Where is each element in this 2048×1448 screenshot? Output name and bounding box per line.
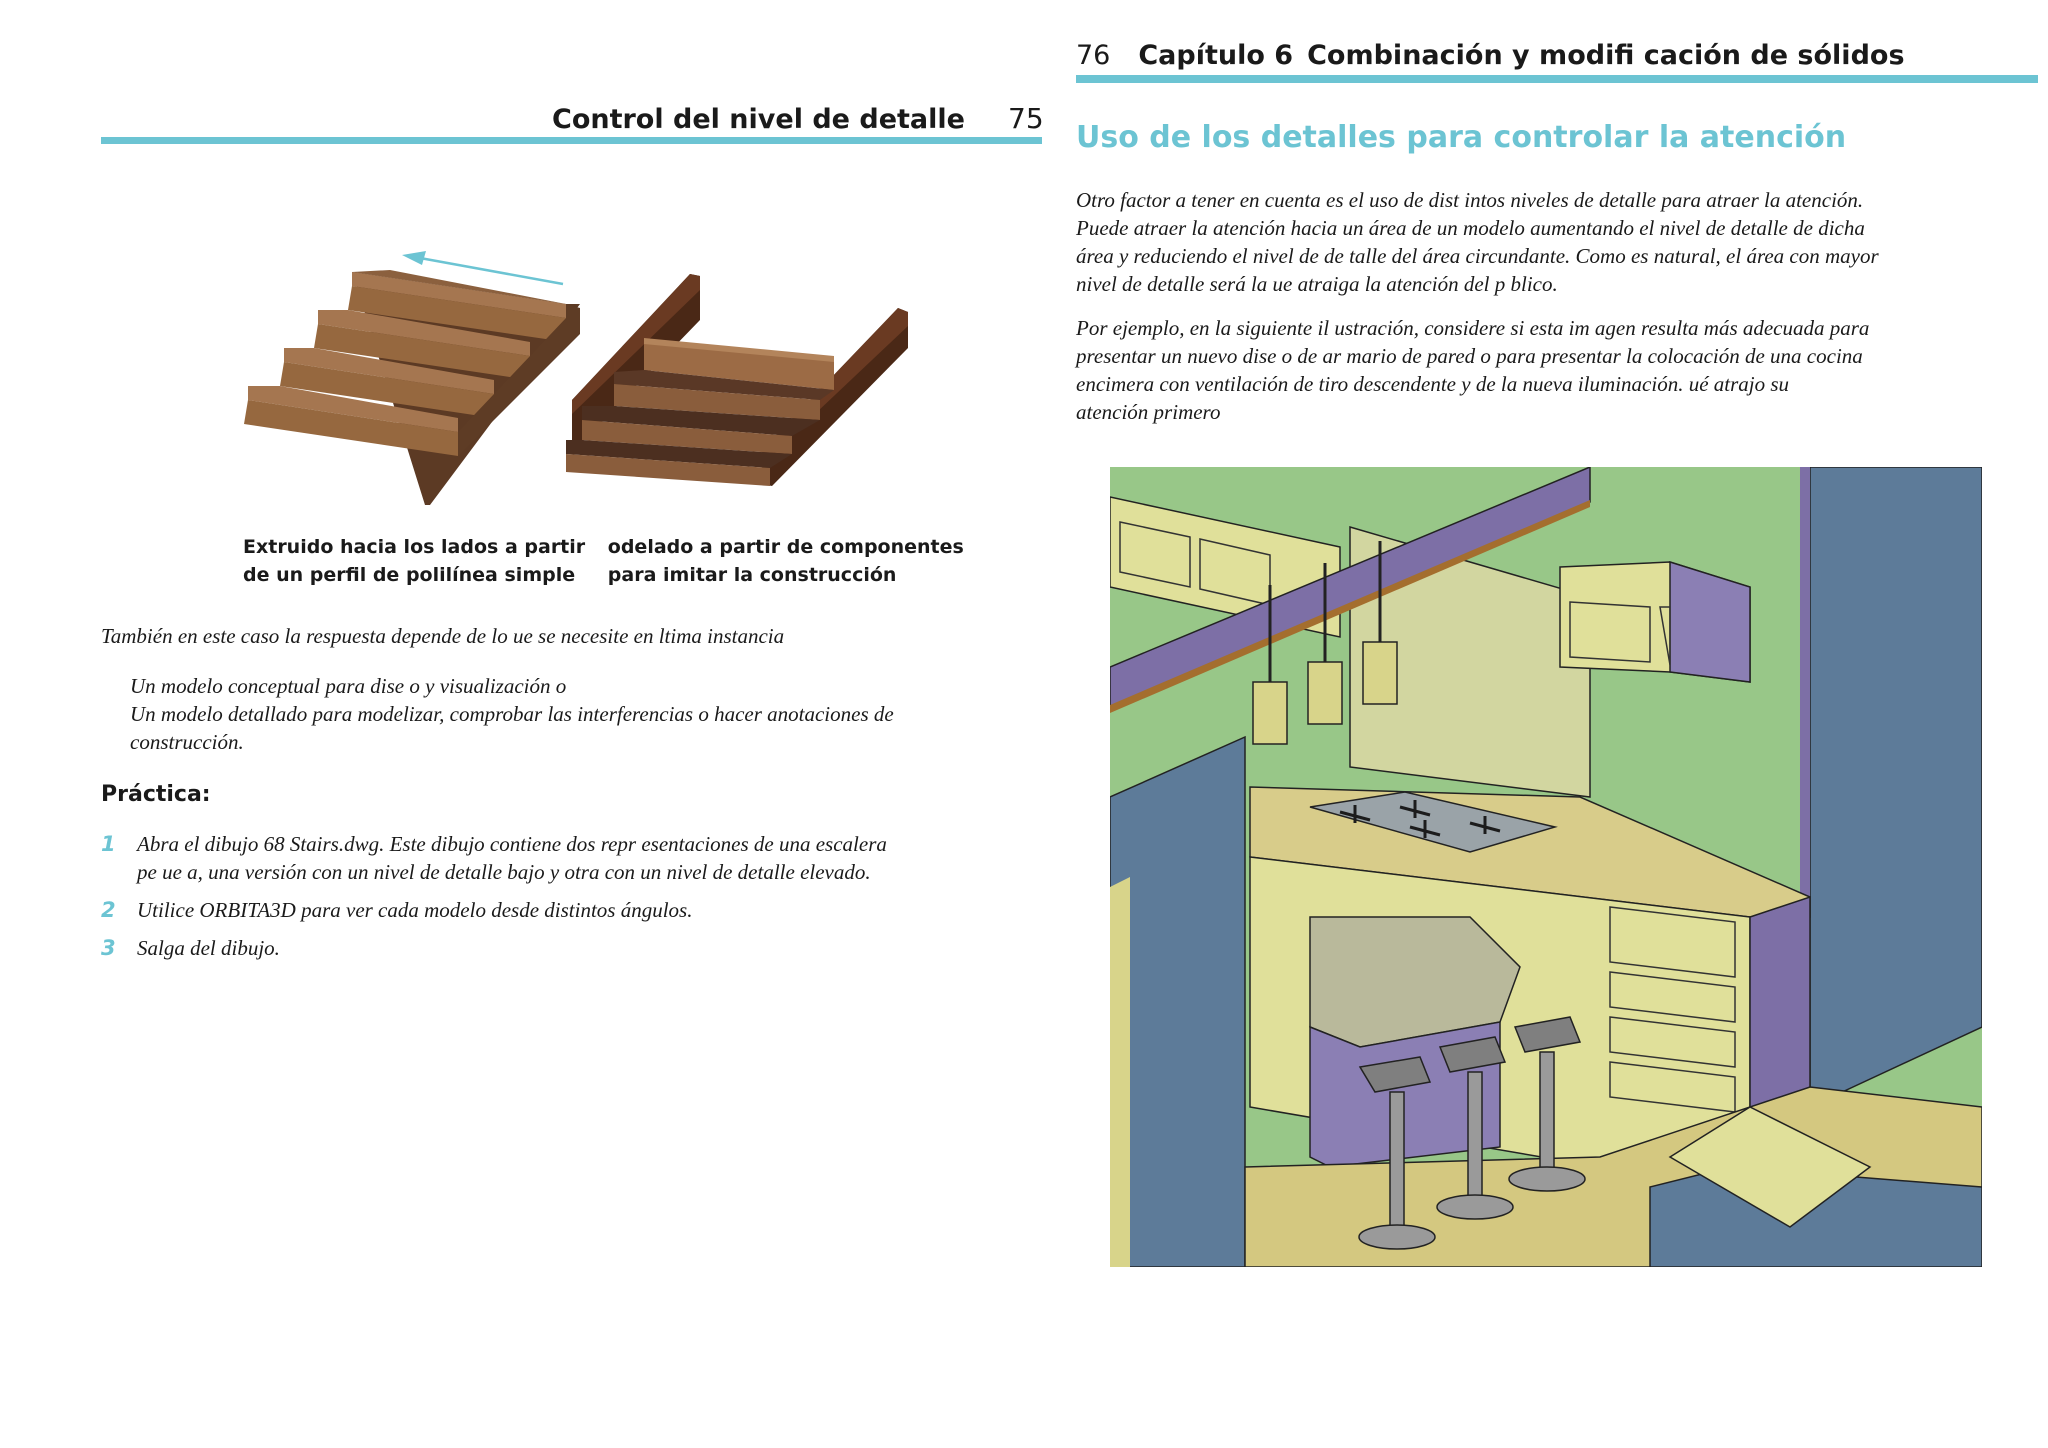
intro-paragraph: También en este caso la respuesta depende de lo ue se necesite en ltima instancia — [101, 624, 785, 648]
paragraph-line: atención primero — [1076, 400, 1221, 424]
step-text: Salga del dibujo. — [137, 936, 280, 960]
page-number-left: 75 — [1008, 102, 1044, 135]
paragraph-line: nivel de detalle será la ue atraiga la atención del p blico. — [1076, 272, 1558, 296]
caption-right-line-1: odelado a partir de componentes — [607, 536, 964, 558]
detailed-stairs — [566, 274, 908, 486]
stairs-figure — [230, 250, 930, 510]
paragraph-2 — [1076, 314, 1869, 426]
chapter-title: Combinación y modifi cación de sólidos — [1307, 40, 1905, 71]
paragraph-line: Puede atraer la atención hacia un área de un modelo aumentando el nivel de detalle de dicha — [1076, 216, 1865, 240]
bullet-item: Un modelo conceptual para dise o y visualización o — [130, 674, 567, 698]
kitchen-illustration — [1110, 467, 1982, 1267]
step-text: Utilice ORBITA3D para ver cada modelo desde distintos ángulos. — [137, 898, 693, 922]
step-number: 2 — [101, 898, 116, 922]
bullet-item-continuation: construcción. — [130, 730, 244, 754]
caption-left-line-2: de un perfil de polilínea simple — [243, 564, 576, 586]
paragraph-1 — [1076, 186, 1879, 298]
caption-left-line-1: Extruido hacia los lados a partir — [243, 536, 586, 558]
paragraph-line: Por ejemplo, en la siguiente il ustración, considere si esta im agen resulta más adecuada para — [1076, 316, 1870, 340]
header-rule-left — [101, 137, 1042, 144]
chapter-label: Capítulo 6 — [1138, 40, 1294, 71]
bullet-list — [130, 672, 894, 756]
paragraph-line: encimera con ventilación de tiro descendente y de la nueva iluminación. ué atrajo su — [1076, 372, 1790, 396]
step-text: pe ue a, una versión con un nivel de detalle bajo y otra con un nivel de detalle elevado. — [137, 860, 871, 884]
figure-caption — [243, 533, 964, 589]
header-rule-right — [1076, 75, 2038, 83]
step-text: Abra el dibujo 68 Stairs.dwg. Este dibujo contiene dos repr esentaciones de una escalera — [137, 832, 887, 856]
caption-right-line-2: para imitar la construcción — [607, 564, 897, 586]
paragraph-line: área y reduciendo el nivel de de talle del área circundante. Como es natural, el área con mayor — [1076, 244, 1879, 268]
caption-right — [608, 533, 964, 589]
paragraph-line: presentar un nuevo dise o de ar mario de pared o para presentar la colocación de una cocina — [1076, 344, 1863, 368]
practice-heading: Práctica: — [101, 782, 211, 807]
running-header-right — [1076, 40, 1905, 71]
running-header-title: Control del nivel de detalle — [552, 104, 965, 135]
simple-stairs — [244, 270, 580, 505]
page-number-right: 76 — [1076, 40, 1111, 71]
caption-left — [243, 533, 585, 589]
bullet-item: Un modelo detallado para modelizar, comprobar las interferencias o hacer anotaciones de — [130, 702, 894, 726]
step-number: 1 — [101, 832, 116, 856]
right-page — [1060, 0, 2048, 1448]
paragraph-line: Otro factor a tener en cuenta es el uso de dist intos niveles de detalle para atraer la atención. — [1076, 188, 1864, 212]
step-number: 3 — [101, 936, 116, 960]
section-title: Uso de los detalles para controlar la atención — [1076, 120, 1847, 155]
